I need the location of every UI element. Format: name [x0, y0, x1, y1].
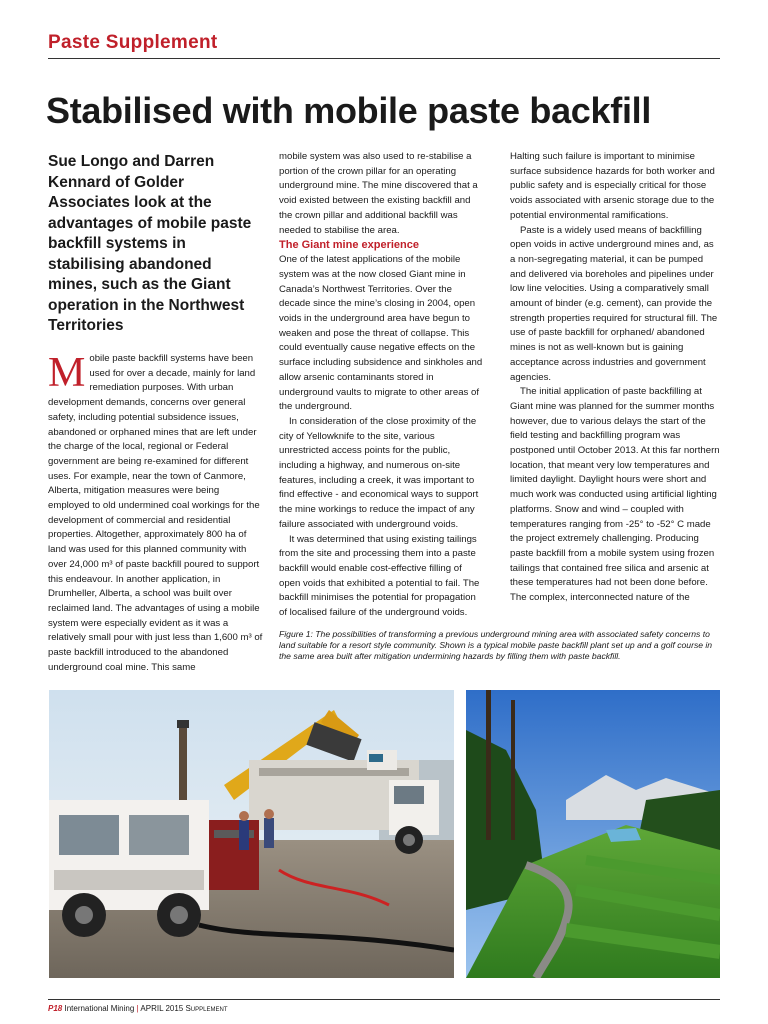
footer-separator: | [136, 1004, 139, 1013]
column-2 [279, 150, 485, 621]
top-divider [48, 58, 720, 59]
paragraph: mobile system was also used to re-stabilise a portion of the crown pillar for an operating underground mine. The mine discovered that a void existed between the existing backfill and the crown pillar and additional backfill was needed to stabilise the area. [279, 151, 478, 236]
intro-paragraph [48, 352, 263, 675]
golf-course-photo [466, 690, 720, 978]
subheading-giant-mine: The Giant mine experience [279, 239, 419, 252]
paragraph: It was determined that using existing tailings from the site and processing them into a paste backfill would enable cost-effective filling of open voids that exhibited a potential to fail. The backfill minimises the potential for propagation of localised failure of the underground voids. [279, 533, 480, 619]
drop-cap: M [48, 350, 86, 396]
paste-backfill-plant-photo [49, 690, 454, 978]
paragraph: The initial application of paste backfilling at Giant mine was planned for the summer months however, due to various delays the start of the field testing and backfilling program was postponed until October 2013. At this far northern location, that meant very low temperatures and limited daylight. Daylight hours were short and much work was conducted using artificial lighting platforms. Snow and wind – coupled with temperatures ranging from -25° to -52° C made the project extremely challenging. Producing paste backfill from a mobile system using frozen tailings that contained free silica and arsenic at these temperatures had not been done before. The complex, interconnected nature of the [510, 386, 720, 604]
page-number: P18 [48, 1004, 63, 1013]
bottom-divider [48, 999, 720, 1000]
section-heading: Paste Supplement [48, 32, 218, 53]
paragraph: In consideration of the close proximity of the city of Yellowknife to the site, various unrestricted access points for the public, including a highway, and numerous on-site features, including a creek, it was important to find effective - and economical ways to support the mine workings to reduce the impact of any failure associated with underground voids. [279, 415, 479, 530]
article-headline: Stabilised with mobile paste backfill [46, 90, 652, 131]
figure-caption: Figure 1: The possibilities of transforming a previous underground mining area with associated safety concerns to land suitable for a resort style community. Shown is a typical mobile paste backfill plant set up and a golf course in the same area built after mitigation undermining hazards by filling them with paste backfill. [279, 629, 713, 661]
supplement-label: Supplement [185, 1004, 228, 1013]
paragraph: Paste is a widely used means of backfilling open voids in active underground mines and, as a non-segregating material, it can be pumped and delivered via boreholes and pipelines under low line velocities. Using a comparatively small amount of binder (e.g. cement), can provide the strength properties required for structural fill. The use of paste backfill for orphaned/ abandoned mines is not as well-known but is gaining acceptance across industries and government agencies. [510, 224, 718, 383]
magazine-name: International Mining [64, 1004, 135, 1013]
issue-date: APRIL 2015 [140, 1004, 184, 1013]
column-1 [48, 352, 263, 675]
intro-text: obile paste backfill systems have been used for over a decade, mainly for land remediation purposes. With urban development demands, concerns over general safety, including potential subsidence issues, abandoned or orphaned mines that are left under the charge of the local, regional or Federal government are being re-examined for different uses. For example, near the town of Canmore, Alberta, mitigation measures were being employed to old undermined coal workings for the development of commercial and residential properties. Altogether, approximately 800 ha of land was used for this planned community with over 24,000 m³ of paste backfill poured to support this endeavour. In another application, in Drumheller, Alberta, a school was built over reclaimed land. The advantages of using a mobile system were especially evident as it was a relatively small pour with just less than 1,600 m³ of paste backfill introduced to the abandoned underground coal mine. This same [48, 353, 263, 673]
article-deck: Sue Longo and Darren Kennard of Golder Associates look at the advantages of mobile paste backfill systems in stabilising abandoned mines, such as the Giant operation in the Northwest Territories [48, 153, 252, 334]
page-footer [48, 1004, 227, 1013]
paragraph: One of the latest applications of the mobile system was at the now closed Giant mine in Canada’s Northwest Territories. Over the decade since the mine’s closing in 2004, open voids in the underground area have begun to weaken and pose the threat of collapse. This could eventually cause negative effects on the surface including subsidence and sinkholes and allow arsenic contaminants stored in underground vaults to migrate to other areas of the underground. [279, 254, 483, 413]
column-3 [510, 150, 720, 606]
paragraph: Halting such failure is important to minimise surface subsidence hazards for both worker and public safety and is especially critical for those voids associated with arsenic storage due to the potential environmental ramifications. [510, 151, 715, 221]
